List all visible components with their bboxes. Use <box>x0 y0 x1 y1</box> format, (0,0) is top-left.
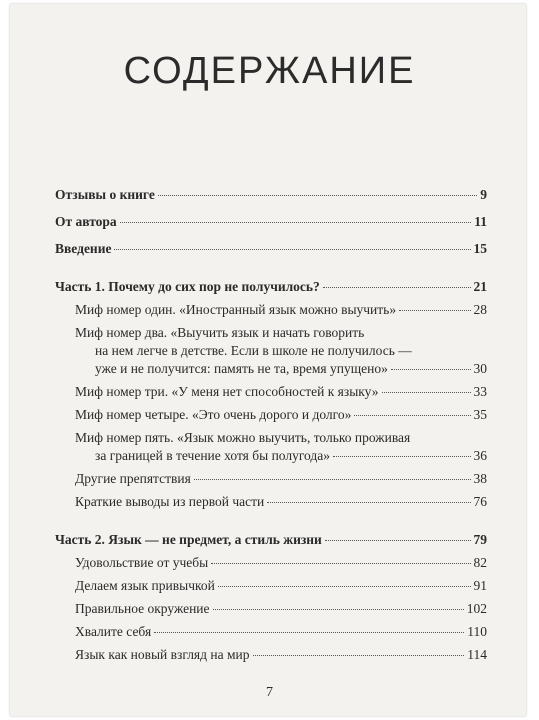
toc-part-1[interactable]: Часть 1. Почему до сих пор не получилось? 21 <box>55 279 487 294</box>
dot-leader <box>253 655 465 656</box>
dot-leader <box>354 415 470 416</box>
dot-leader <box>218 586 471 587</box>
table-of-contents <box>55 186 487 664</box>
dot-leader <box>158 195 477 196</box>
toc-item-praise[interactable]: Хвалите себя 110 <box>75 624 487 639</box>
toc-item-myth-5[interactable]: Миф номер пять. «Язык можно выучить, только проживая за границей в течение хотя бы полугода» 36 <box>75 430 487 463</box>
dot-leader <box>154 632 464 633</box>
dot-leader <box>323 287 471 288</box>
toc-item-summary[interactable]: Краткие выводы из первой части 76 <box>75 494 487 509</box>
dot-leader <box>267 502 470 503</box>
dot-leader <box>194 479 471 480</box>
toc-item-myth-2[interactable]: Миф номер два. «Выучить язык и начать говорить на нем легче в детстве. Если в школе не получилось — уже и не получится: память не та, время упущено» 30 <box>75 325 487 376</box>
toc-entry-intro[interactable]: Введение 15 <box>55 241 487 256</box>
dot-leader <box>391 369 471 370</box>
toc-part-2[interactable]: Часть 2. Язык — не предмет, а стиль жизни 79 <box>55 532 487 547</box>
toc-item-obstacles[interactable]: Другие препятствия 38 <box>75 471 487 486</box>
toc-item-myth-3[interactable]: Миф номер три. «У меня нет способностей к языку» 33 <box>75 384 487 399</box>
toc-item-habit[interactable]: Делаем язык привычкой 91 <box>75 578 487 593</box>
dot-leader <box>333 456 470 457</box>
dot-leader <box>114 249 470 250</box>
dot-leader <box>399 310 470 311</box>
toc-item-pleasure[interactable]: Удовольствие от учебы 82 <box>75 555 487 570</box>
dot-leader <box>211 563 470 564</box>
dot-leader <box>213 609 464 610</box>
toc-entry-reviews[interactable]: Отзывы о книге 9 <box>55 187 487 202</box>
toc-item-environment[interactable]: Правильное окружение 102 <box>75 601 487 616</box>
page-number: 7 <box>266 685 273 700</box>
toc-item-new-view[interactable]: Язык как новый взгляд на мир 114 <box>75 647 487 662</box>
dot-leader <box>325 540 471 541</box>
toc-item-myth-4[interactable]: Миф номер четыре. «Это очень дорого и долго» 35 <box>75 407 487 422</box>
dot-leader <box>120 222 472 223</box>
toc-item-myth-1[interactable]: Миф номер один. «Иностранный язык можно выучить» 28 <box>75 302 487 317</box>
toc-entry-author[interactable]: От автора 11 <box>55 214 487 229</box>
page-title: СОДЕРЖАНИЕ <box>123 50 416 92</box>
dot-leader <box>382 392 471 393</box>
